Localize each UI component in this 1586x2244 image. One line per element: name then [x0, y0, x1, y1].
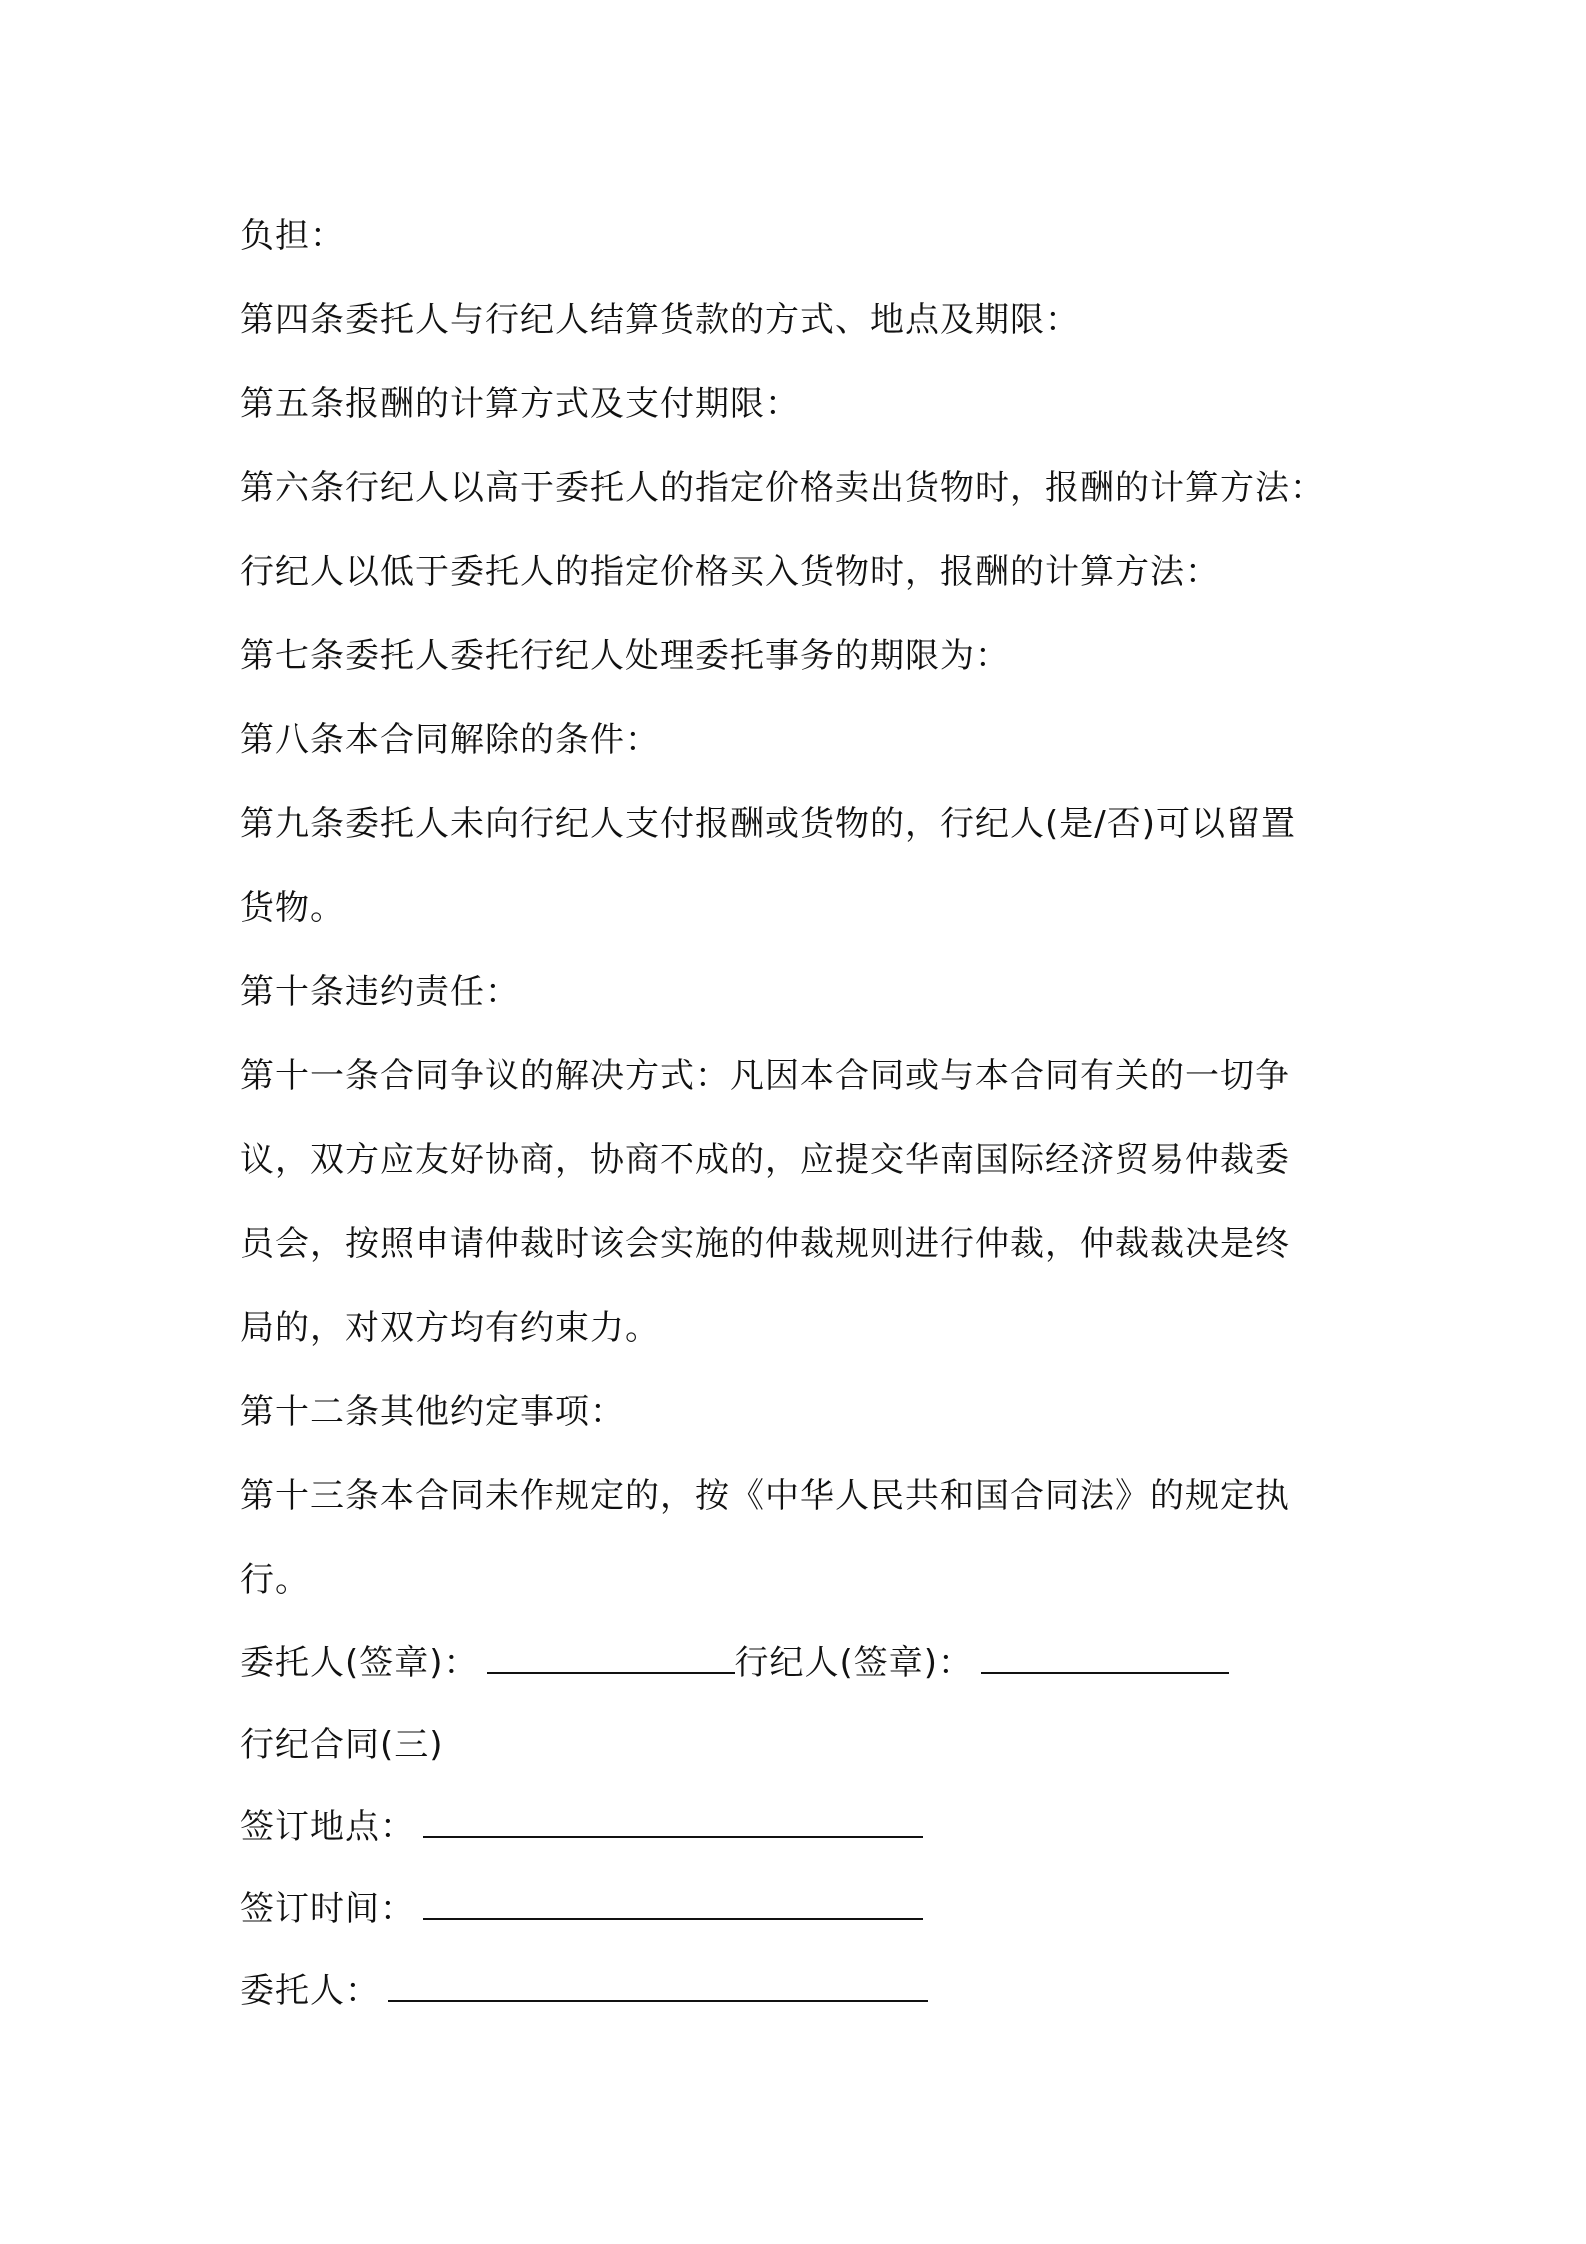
signature-row	[240, 1622, 1370, 1704]
principal-signature-field[interactable]	[487, 1642, 735, 1674]
sign-place-row	[240, 1786, 1370, 1868]
broker-signature-label: 行纪人(签章)：	[734, 1643, 974, 1683]
sign-time-field[interactable]	[423, 1888, 923, 1920]
sign-place-label: 签订地点：	[240, 1807, 415, 1847]
contract-title: 行纪合同(三)	[240, 1725, 444, 1765]
principal-field[interactable]	[388, 1970, 928, 2002]
sign-place-field[interactable]	[423, 1806, 923, 1838]
article-5: 第五条报酬的计算方式及支付期限：	[240, 384, 800, 424]
article-6-continued: 行纪人以低于委托人的指定价格买入货物时，报酬的计算方法：	[240, 552, 1220, 592]
article-12: 第十二条其他约定事项：	[240, 1392, 625, 1432]
principal-signature-label: 委托人(签章)：	[240, 1643, 479, 1683]
contract-body	[240, 194, 1370, 2032]
article-7: 第七条委托人委托行纪人处理委托事务的期限为：	[240, 636, 1010, 676]
article-9: 第九条委托人未向行纪人支付报酬或货物的，行纪人(是/否)可以留置	[240, 804, 1296, 844]
article-6: 第六条行纪人以高于委托人的指定价格卖出货物时，报酬的计算方法：	[240, 468, 1325, 508]
broker-signature-field[interactable]	[981, 1642, 1229, 1674]
principal-label: 委托人：	[240, 1971, 380, 2011]
article-8: 第八条本合同解除的条件：	[240, 720, 660, 760]
sign-time-row	[240, 1868, 1370, 1950]
article-13: 第十三条本合同未作规定的，按《中华人民共和国合同法》的规定执	[240, 1476, 1290, 1516]
article-9-continued: 货物。	[240, 888, 345, 928]
article-11: 第十一条合同争议的解决方式：凡因本合同或与本合同有关的一切争	[240, 1056, 1290, 1096]
article-11-line-3: 员会，按照申请仲裁时该会实施的仲裁规则进行仲裁，仲裁裁决是终	[240, 1224, 1290, 1264]
article-4: 第四条委托人与行纪人结算货款的方式、地点及期限：	[240, 300, 1080, 340]
sign-time-label: 签订时间：	[240, 1889, 415, 1929]
article-11-line-2: 议，双方应友好协商，协商不成的，应提交华南国际经济贸易仲裁委	[240, 1140, 1290, 1180]
article-10: 第十条违约责任：	[240, 972, 520, 1012]
article-11-line-4: 局的，对双方均有约束力。	[240, 1308, 660, 1348]
text-line: 负担：	[240, 216, 345, 256]
principal-row	[240, 1950, 1370, 2032]
article-13-continued: 行。	[240, 1560, 310, 1600]
